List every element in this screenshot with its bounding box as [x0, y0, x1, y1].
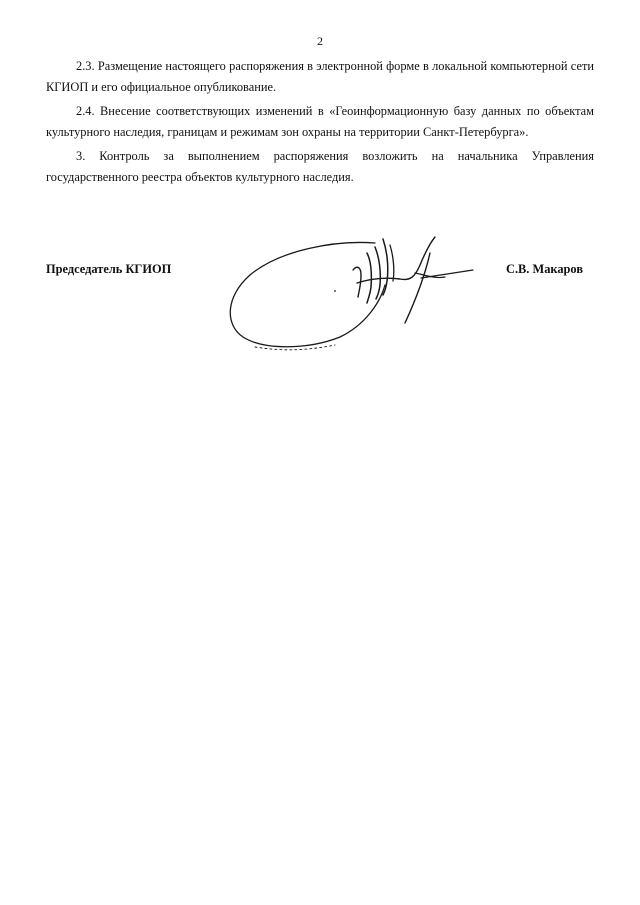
page-number: 2 — [317, 34, 323, 48]
paragraph-3: 3. Контроль за выполнением распоряжения возложить на начальника Управления государственного реестра объектов культурного наследия. — [46, 149, 594, 184]
paragraph-2-4: 2.4. Внесение соответствующих изменений в «Геоинформационную базу данных по объектам культурного наследия, границам и режимам зон охраны на территории Санкт-Петербурга». — [46, 104, 594, 139]
document-body — [46, 56, 594, 191]
signatory-title: Председатель КГИОП — [46, 262, 172, 276]
paragraph-2-3: 2.3. Размещение настоящего распоряжения в электронной форме в локальной компьютерной сети КГИОП и его официальное опубликование. — [46, 59, 594, 94]
signatory-name: С.В. Макаров — [506, 262, 584, 276]
handwritten-signature — [225, 225, 485, 360]
